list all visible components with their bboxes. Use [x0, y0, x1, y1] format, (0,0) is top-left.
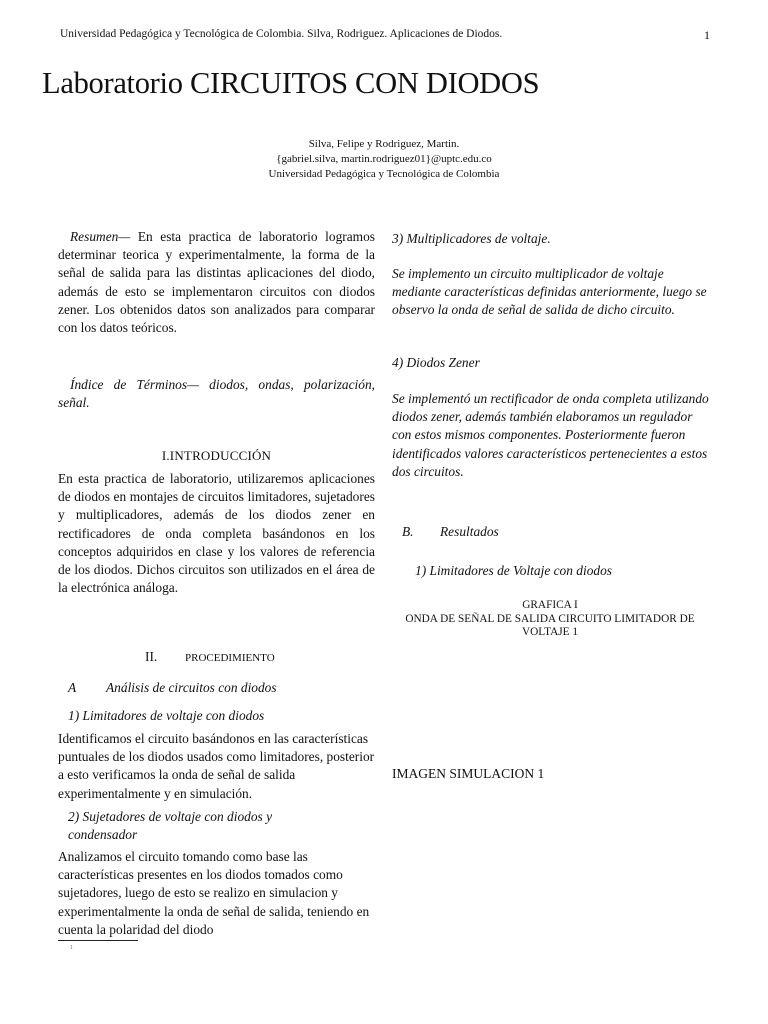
item4-title: 4) Diodos Zener: [392, 355, 480, 370]
page-number: 1: [704, 28, 710, 42]
item1-title: 1) Limitadores de voltaje con diodos: [68, 708, 265, 723]
author-block: [0, 137, 768, 182]
item1-text: Identificamos el circuito basándonos en las características puntuales de los diodos usados como limitadores, posterior a esto verificamos la onda de señal de salida experimentalmente y en simulación.: [58, 731, 375, 801]
footnote-mark: 1: [70, 945, 73, 951]
results-item1: 1) Limitadores de Voltaje con diodos: [415, 563, 613, 578]
results-title: Resultados: [440, 524, 499, 539]
item2-title: 2) Sujetadores de voltaje con diodos y condensador: [68, 809, 273, 843]
abstract: [58, 228, 375, 337]
item3-text: Se implemento un circuito multiplicador de voltaje mediante características definidas anteriormente, luego se observo la onda de señal de salida de dicho circuito.: [392, 266, 707, 318]
paper-title: Laboratorio CIRCUITOS CON DIODOS: [42, 66, 540, 100]
subsection-a: [68, 679, 385, 697]
subsection-a-title: Análisis de circuitos con diodos: [106, 680, 277, 695]
running-header: Universidad Pedagógica y Tecnológica de Colombia. Silva, Rodriguez. Aplicaciones de Diodos.: [60, 28, 503, 40]
author-affiliation: Universidad Pedagógica y Tecnológica de Colombia: [268, 168, 500, 180]
graph-caption: ONDA DE SEÑAL DE SALIDA CIRCUITO LIMITADOR DE VOLTAJE 1: [405, 613, 695, 638]
abstract-text: En esta practica de laboratorio logramos determinar teorica y experimentalmente, la forma de la señal de salida para las distintas aplicaciones del diodo, además de esto se implementaron circuitos con diodos zener. Los obtenidos datos son analizados para comparar con los datos teóricos.: [58, 229, 375, 336]
index-terms: Índice de Términos— diodos, ondas, polarización, señal.: [58, 377, 375, 411]
abstract-label: Resumen—: [70, 229, 131, 244]
results-heading: [402, 523, 720, 541]
item4-text: Se implementó un rectificador de onda completa utilizando diodos zener, además también elaboramos un regulador con estos mismos componentes. Posteriormente fueron identificados valores característicos pertenecientes a estos dos circuitos.: [392, 391, 709, 479]
author-names: Silva, Felipe y Rodriguez, Martin.: [308, 138, 460, 150]
simulation-image-placeholder: IMAGEN SIMULACION 1: [392, 766, 545, 781]
footnote-rule: [58, 940, 138, 941]
subsection-a-letter: A: [68, 680, 77, 695]
procedure-number: II.: [145, 649, 158, 664]
author-emails: {gabriel.silva, martin.rodriguez01}@uptc.edu.co: [276, 153, 492, 165]
item2-text: Analizamos el circuito tomando como base las características presentes en los diodos tomados como sujetadores, luego de esto se realizo en simulacion y experimentalmente la onda de señal de salida, teniendo en cuenta la polaridad del diodo: [58, 849, 370, 937]
procedure-heading: [145, 648, 345, 667]
intro-heading: I.INTRODUCCIÓN: [161, 448, 272, 463]
procedure-title: PROCEDIMIENTO: [185, 652, 275, 664]
graph-label: GRAFICA I: [522, 599, 578, 611]
results-letter: B.: [402, 524, 414, 539]
intro-text: En esta practica de laboratorio, utilizaremos aplicaciones de diodos en montajes de circuitos limitadores, sujetadores y multiplicadores, además de los diodos zener en rectificadores de onda completa basándonos en los conceptos adquiridos en clase y los valores de referencia de los diodos. Dichos circuitos son utilizados en el área de la electrónica análoga.: [58, 471, 375, 596]
item3-title: 3) Multiplicadores de voltaje.: [392, 231, 551, 246]
